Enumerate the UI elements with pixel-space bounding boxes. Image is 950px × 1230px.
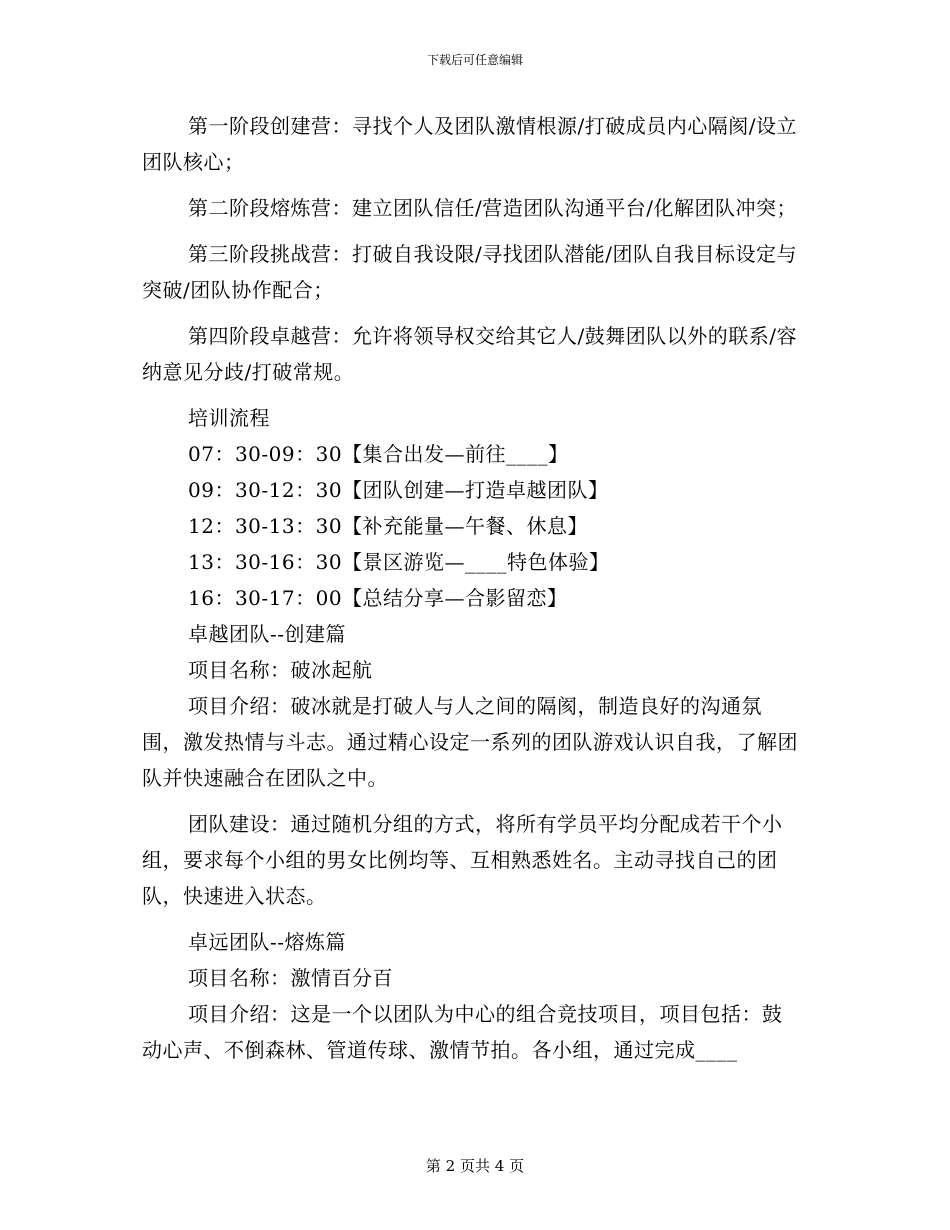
schedule-item: 12：30-13：30【补充能量—午餐、休息】 bbox=[188, 514, 589, 538]
project-intro: 项目介绍：这是一个以团队为中心的组合竞技项目，项目包括：鼓动心声、不倒森林、管道传球、激情节拍。各小组，通过完成____ bbox=[142, 1002, 783, 1062]
schedule-item: 09：30-12：30【团队创建—打造卓越团队】 bbox=[188, 478, 609, 502]
section-heading-training-flow: 培训流程 bbox=[188, 406, 270, 430]
schedule-item: 13：30-16：30【景区游览—____特色体验】 bbox=[188, 550, 610, 574]
page-header: 下载后可任意编辑 bbox=[426, 53, 523, 67]
paragraph-stage-3: 第三阶段挑战营：打破自我设限/寻找团队潜能/团队自我目标设定与突破/团队协作配合； bbox=[142, 242, 797, 302]
project-intro: 项目介绍：破冰就是打破人与人之间的隔阂，制造良好的沟通氛围，激发热情与斗志。通过精心设定一系列的团队游戏认识自我，了解团队并快速融合在团队之中。 bbox=[142, 694, 798, 790]
paragraph-stage-1: 第一阶段创建营：寻找个人及团队激情根源/打破成员内心隔阂/设立团队核心； bbox=[142, 114, 797, 174]
schedule-item: 07：30-09：30【集合出发—前往____】 bbox=[188, 442, 569, 466]
team-building: 团队建设：通过随机分组的方式，将所有学员平均分配成若干个小组，要求每个小组的男女比例均等、互相熟悉姓名。主动寻找自己的团队，快速进入状态。 bbox=[142, 812, 783, 908]
section-heading-refine: 卓远团队--熔炼篇 bbox=[188, 930, 347, 954]
document-body bbox=[142, 108, 802, 1068]
schedule-item: 16：30-17：00【总结分享—合影留恋】 bbox=[188, 586, 568, 610]
project-name: 项目名称：破冰起航 bbox=[188, 658, 373, 682]
paragraph-stage-4: 第四阶段卓越营：允许将领导权交给其它人/鼓舞团队以外的联系/容纳意见分歧/打破常规。 bbox=[142, 324, 797, 384]
project-name: 项目名称：激情百分百 bbox=[188, 966, 393, 990]
section-heading-create: 卓越团队--创建篇 bbox=[188, 622, 347, 646]
page-footer: 第 2 页共 4 页 bbox=[425, 1157, 525, 1175]
paragraph-stage-2: 第二阶段熔炼营：建立团队信任/营造团队沟通平台/化解团队冲突； bbox=[188, 196, 797, 220]
